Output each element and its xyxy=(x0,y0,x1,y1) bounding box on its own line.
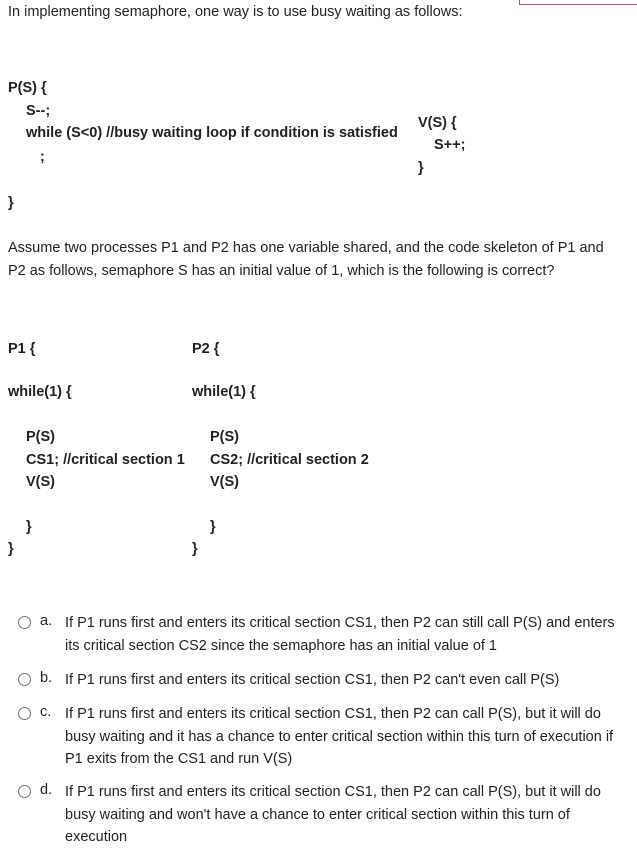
v-code-close: } xyxy=(418,160,424,176)
p-code-decrement: S--; xyxy=(26,103,51,119)
p2-ps: P(S) xyxy=(210,429,239,445)
p-code-header: P(S) { xyxy=(8,80,47,96)
radio-button-c[interactable] xyxy=(18,707,31,720)
p2-vs: V(S) xyxy=(210,474,239,490)
answer-option-c[interactable] xyxy=(0,703,637,775)
p2-critical-section: CS2; //critical section 2 xyxy=(210,452,369,468)
radio-button-b[interactable] xyxy=(18,673,31,686)
v-code-increment: S++; xyxy=(434,137,466,153)
p1-critical-section: CS1; //critical section 1 xyxy=(26,452,185,468)
answer-option-b[interactable] xyxy=(0,669,637,695)
p2-header: P2 { xyxy=(192,341,220,357)
question-text: Assume two processes P1 and P2 has one variable shared, and the code skeleton of P1 and P2 as follows, semaphore S has an initial value of 1, which is the following is correct? xyxy=(8,240,604,279)
p1-ps: P(S) xyxy=(26,429,55,445)
p-code-loop: while (S<0) //busy waiting loop if condition is satisfied xyxy=(26,125,398,141)
answer-option-d[interactable] xyxy=(0,781,637,853)
option-letter-c: c. xyxy=(40,704,52,720)
option-letter-b: b. xyxy=(40,670,53,686)
p1-inner-close: } xyxy=(26,519,32,535)
p2-inner-close: } xyxy=(210,519,216,535)
p1-while: while(1) { xyxy=(8,384,72,400)
p2-outer-close: } xyxy=(192,541,198,557)
radio-button-a[interactable] xyxy=(18,616,31,629)
p-code-semicolon: ; xyxy=(40,149,45,165)
option-text-d[interactable]: If P1 runs first and enters its critical section CS1, then P2 can call P(S), but it will do busy waiting and won't have a chance to enter critical section within this turn of execution xyxy=(65,784,601,845)
p1-header: P1 { xyxy=(8,341,36,357)
v-code-header: V(S) { xyxy=(418,115,457,131)
answer-option-a[interactable] xyxy=(0,612,637,672)
question-intro: In implementing semaphore, one way is to use busy waiting as follows: xyxy=(8,4,463,20)
option-text-a[interactable]: If P1 runs first and enters its critical section CS1, then P2 can still call P(S) and enters its critical section CS2 since the semaphore has an initial value of 1 xyxy=(65,615,615,654)
option-letter-d: d. xyxy=(40,782,53,798)
option-letter-a: a. xyxy=(40,613,53,629)
option-text-b[interactable]: If P1 runs first and enters its critical section CS1, then P2 can't even call P(S) xyxy=(65,672,560,688)
p1-vs: V(S) xyxy=(26,474,55,490)
top-right-border-decoration xyxy=(519,0,637,5)
p1-outer-close: } xyxy=(8,541,14,557)
p-code-close: } xyxy=(8,195,14,211)
option-text-c[interactable]: If P1 runs first and enters its critical section CS1, then P2 can call P(S), but it will do busy waiting and it has a chance to enter critical section within this turn of execution if P1 exits from the CS1 and run V(S) xyxy=(65,706,614,767)
radio-button-d[interactable] xyxy=(18,785,31,798)
p2-while: while(1) { xyxy=(192,384,256,400)
